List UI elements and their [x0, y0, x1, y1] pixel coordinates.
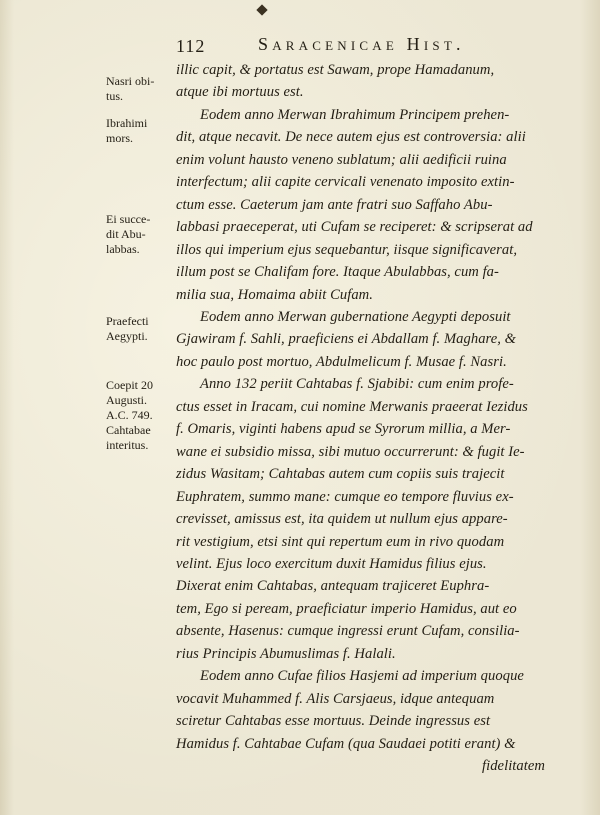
text-line: milia sua, Homaima abiit Cufam.: [176, 287, 373, 303]
margin-note-line: tus.: [106, 89, 124, 103]
text-line: crevisset, amissus est, ita quidem ut nullum ejus appare-: [176, 511, 508, 527]
margin-note-line: Praefecti: [106, 314, 149, 328]
text-line: f. Omaris, viginti habens apud se Syrorum millia, a Mer-: [176, 421, 511, 437]
margin-note-ibrahimi: [106, 116, 172, 146]
margin-note-line: Ibrahimi: [106, 116, 148, 130]
margin-note-line: interitus.: [106, 438, 149, 452]
margin-note-praefecti: [106, 314, 172, 344]
margin-note-line: Aegypti.: [106, 329, 148, 343]
text-line: Euphratem, summo mane: cumque eo tempore fluvius ex-: [176, 489, 514, 505]
running-title: Saracenicae Hist.: [258, 34, 465, 54]
margin-note-line: mors.: [106, 131, 133, 145]
catchword: fidelitatem: [482, 758, 545, 774]
printer-ornament: [256, 4, 267, 15]
text-line: Eodem anno Merwan gubernatione Aegypti deposuit: [200, 309, 511, 325]
text-line: ctus esset in Iracam, cui nomine Merwanis praeerat Iezidus: [176, 399, 528, 415]
text-line: vocavit Muhammed f. Alis Carsjaeus, idque antequam: [176, 691, 495, 707]
margin-note-abulabbas: [106, 212, 172, 257]
text-line: sciretur Cahtabas esse mortuus. Deinde ingressus est: [176, 713, 491, 729]
margin-note-nasri: [106, 74, 172, 104]
text-line: absente, Hasenus: cumque ingressi erunt Cufam, consilia-: [176, 623, 520, 639]
text-line: Dixerat enim Cahtabas, antequam trajiceret Euphra-: [176, 578, 490, 594]
text-line: illic capit, & portatus est Sawam, prope Hamadanum,: [176, 62, 495, 78]
text-line: labbasi praeceperat, uti Cufam se reciperet: & scripserat ad: [176, 219, 533, 235]
text-line: velint. Ejus loco exercitum duxit Hamidus filius ejus.: [176, 556, 487, 572]
text-line: illos qui imperium ejus sequebantur, iisque significaverat,: [176, 242, 518, 258]
text-line: Anno 132 periit Cahtabas f. Sjabibi: cum enim profe-: [200, 376, 514, 392]
margin-note-line: Ei succe-: [106, 212, 151, 226]
margin-note-coepit: [106, 378, 172, 453]
text-line: illum post se Chalifam fore. Itaque Abulabbas, cum fa-: [176, 264, 499, 280]
text-line: atque ibi mortuus est.: [176, 84, 304, 100]
text-line: enim volunt hausto veneno sublatum; alii aedificii ruina: [176, 152, 507, 168]
text-line: tem, Ego si peream, praeficiatur imperio Hamidus, aut eo: [176, 601, 517, 617]
text-line: zidus Wasitam; Cahtabas autem cum copiis suis trajecit: [176, 466, 505, 482]
text-line: wane ei subsidio missa, sibi mutuo occurrerunt: & fugit Ie-: [176, 444, 525, 460]
text-line: Eodem anno Cufae filios Hasjemi ad imperium quoque: [200, 668, 524, 684]
text-line: rit vestigium, etsi sint qui repertum eum in rivo quodam: [176, 534, 505, 550]
text-line: ctum esse. Caeterum jam ante fratri suo Saffaho Abu-: [176, 197, 493, 213]
margin-note-line: Nasri obi-: [106, 74, 155, 88]
text-line: Hamidus f. Cahtabae Cufam (qua Saudaei potiti erant) &: [176, 736, 516, 752]
margin-note-line: labbas.: [106, 242, 140, 256]
margin-note-line: Coepit 20: [106, 378, 153, 392]
text-line: interfectum; alii capite cervicali venenato imposito extin-: [176, 174, 515, 190]
margin-note-line: dit Abu-: [106, 227, 146, 241]
text-line: rius Principis Abumuslimas f. Halali.: [176, 646, 396, 662]
text-line: dit, atque necavit. De nece autem ejus est controversia: alii: [176, 129, 526, 145]
margin-note-line: Cahtabae: [106, 423, 151, 437]
margin-note-line: A.C. 749.: [106, 408, 153, 422]
page-number: 112: [176, 36, 206, 56]
text-line: hoc paulo post mortuo, Abdulmelicum f. Musae f. Nasri.: [176, 354, 507, 370]
margin-note-line: Augusti.: [106, 393, 148, 407]
text-line: Eodem anno Merwan Ibrahimum Principem prehen-: [200, 107, 510, 123]
text-line: Gjawiram f. Sahli, praeficiens ei Abdallam f. Maghare, &: [176, 331, 517, 347]
